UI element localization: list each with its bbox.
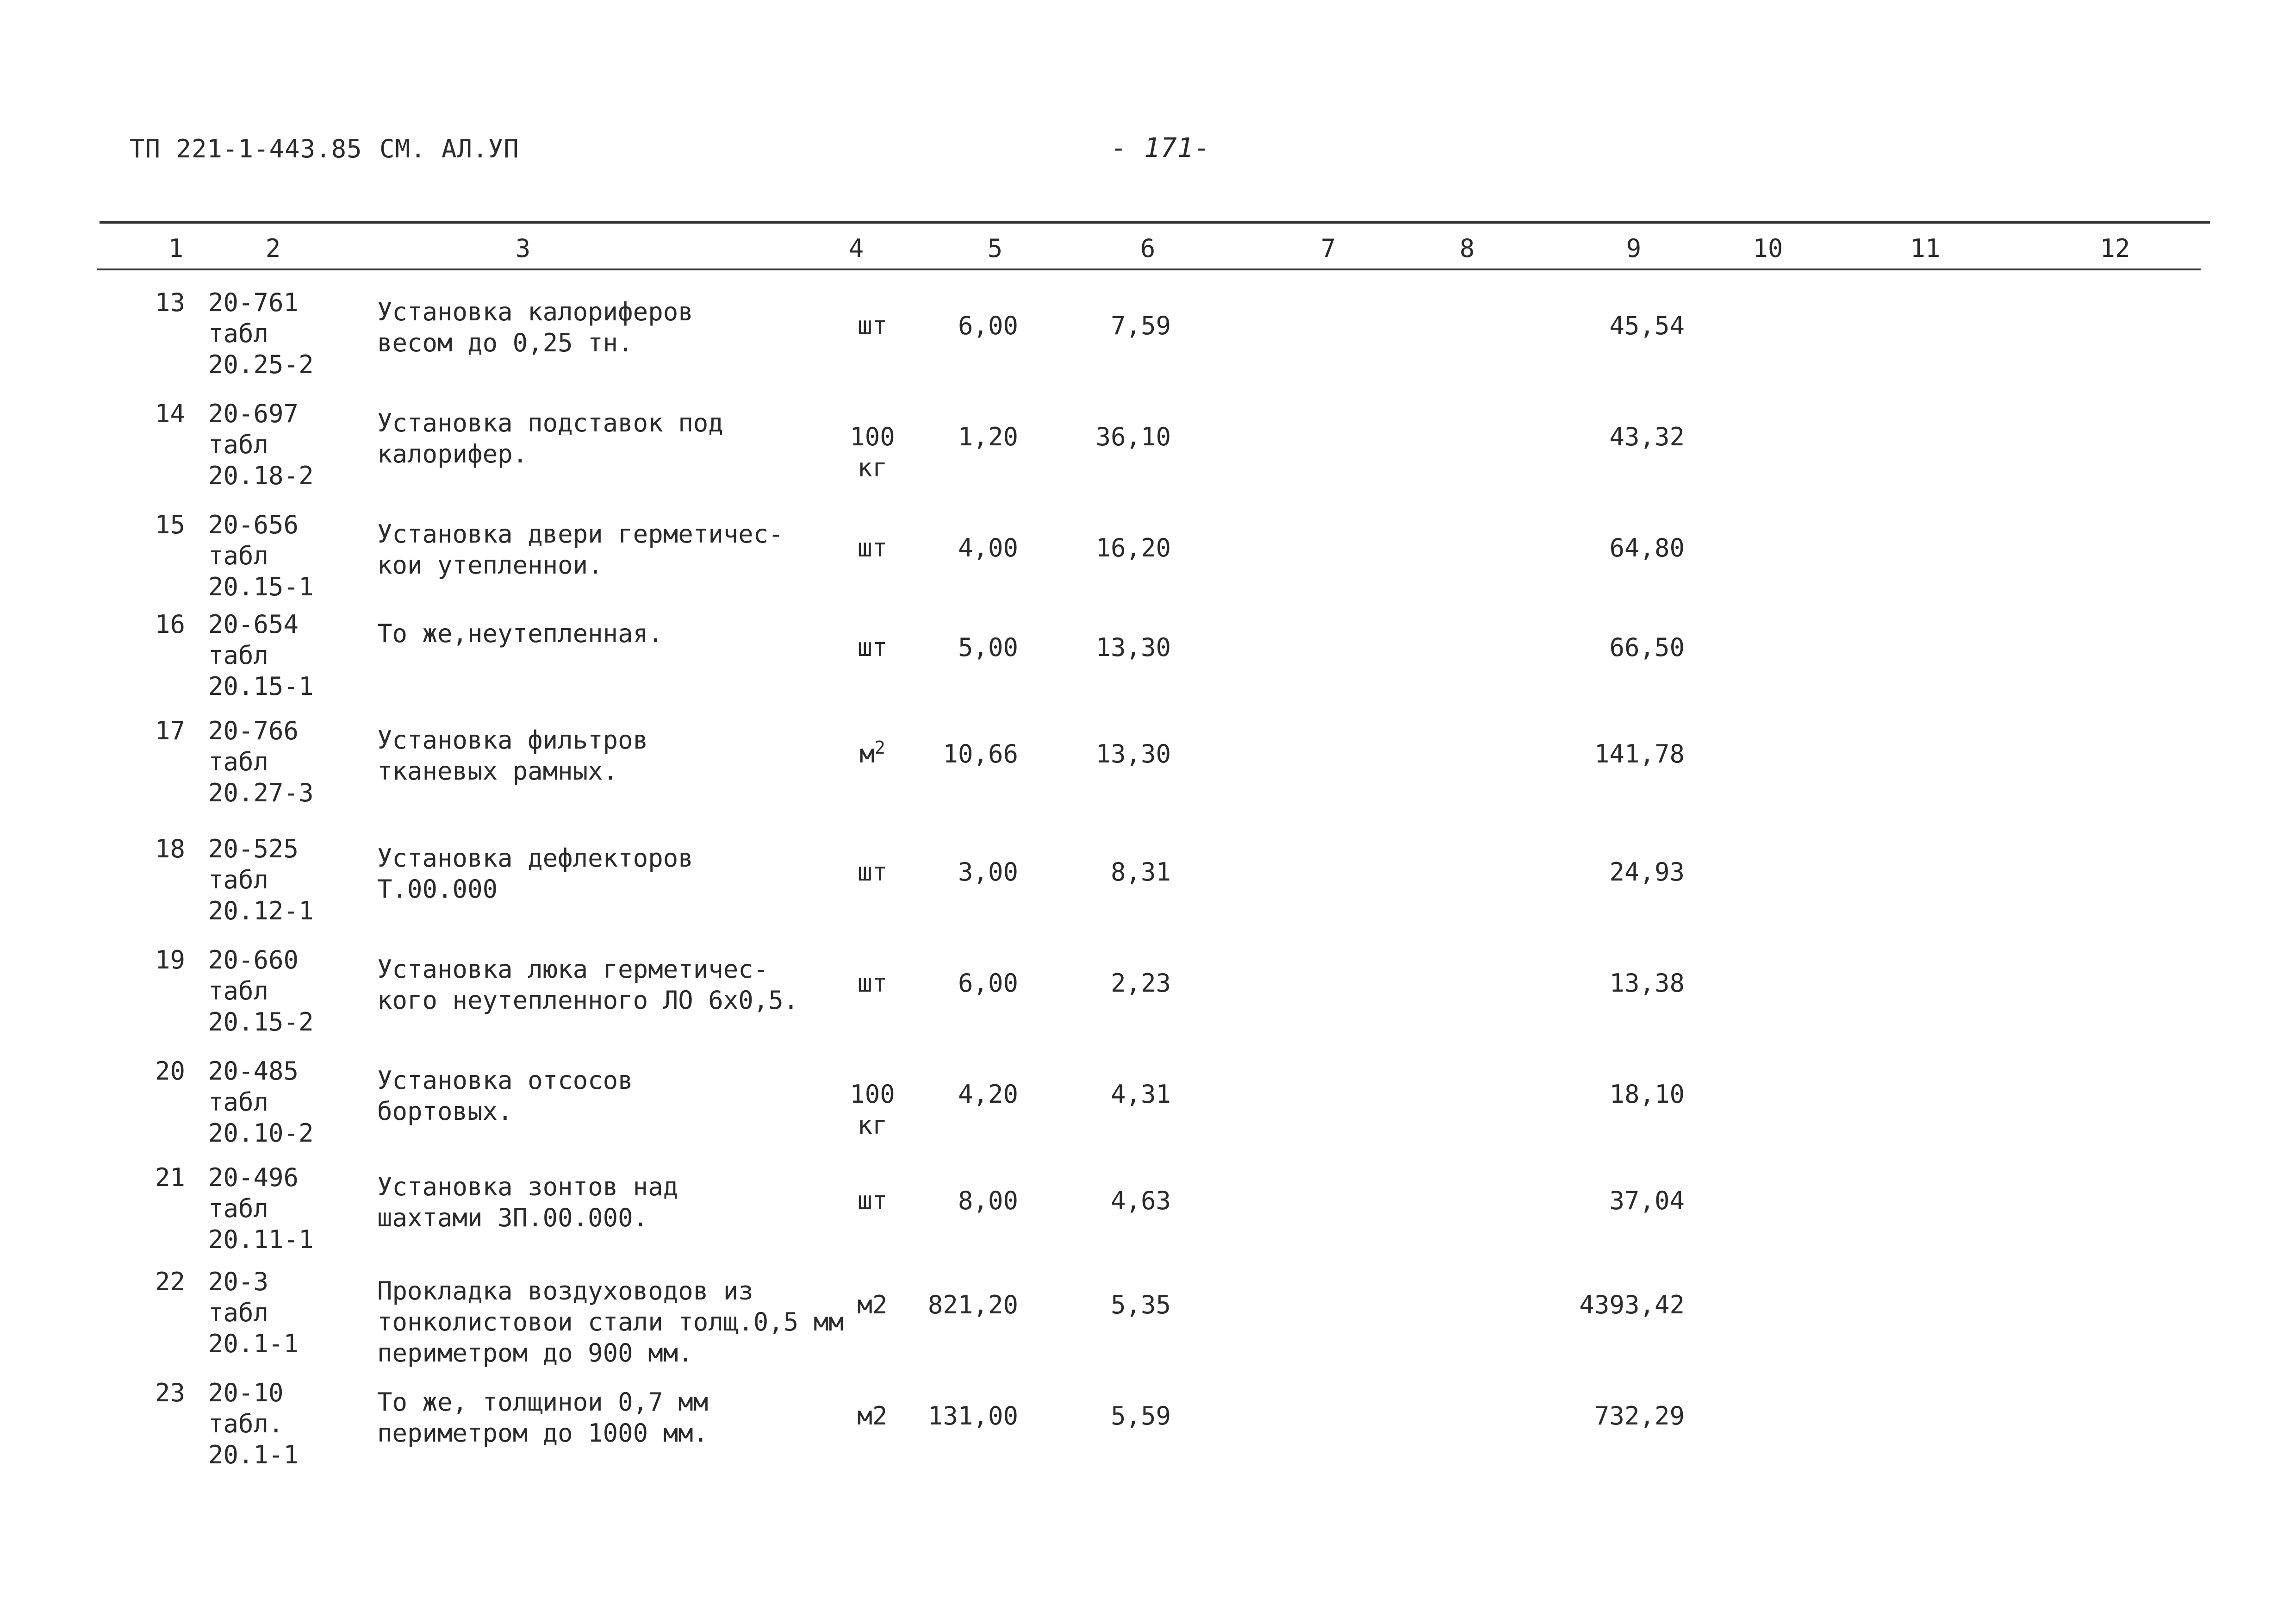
- total-cost: 43,32: [1609, 422, 1685, 451]
- unit-price: 13,30: [1095, 739, 1171, 768]
- row-number: 13: [155, 288, 185, 317]
- table-header-rule: [97, 269, 2201, 270]
- row-number: 19: [155, 945, 185, 974]
- quantity: 821,20: [927, 1290, 1018, 1319]
- total-cost: 732,29: [1594, 1401, 1685, 1430]
- unit-price: 4,63: [1110, 1186, 1171, 1215]
- row-number: 15: [155, 510, 185, 539]
- total-cost: 13,38: [1609, 968, 1685, 998]
- work-description: Установка двери герметичес- кои утепленнои.: [377, 519, 784, 580]
- norm-code: 20-660 табл 20.15-2: [208, 945, 314, 1037]
- unit-price: 8,31: [1110, 857, 1171, 887]
- unit-price: 36,10: [1095, 422, 1171, 451]
- unit: м2: [857, 1290, 888, 1319]
- norm-code: 20-656 табл 20.15-1: [208, 510, 314, 601]
- quantity: 8,00: [958, 1186, 1018, 1215]
- quantity: 6,00: [958, 311, 1018, 340]
- norm-code: 20-485 табл 20.10-2: [208, 1056, 314, 1148]
- norm-code: 20-766 табл 20.27-3: [208, 716, 314, 807]
- unit: шт: [857, 533, 888, 562]
- quantity: 10,66: [943, 739, 1018, 768]
- unit-price: 16,20: [1095, 533, 1171, 562]
- unit-price: 7,59: [1110, 311, 1171, 340]
- row-number: 14: [155, 399, 185, 428]
- norm-code: 20-761 табл 20.25-2: [208, 288, 314, 379]
- work-description: Установка калориферов весом до 0,25 тн.: [377, 297, 693, 357]
- work-description: Установка люка герметичес- кого неутепленного ЛО 6х0,5.: [377, 955, 799, 1015]
- unit-price: 4,31: [1110, 1080, 1171, 1109]
- unit: шт: [857, 1186, 888, 1215]
- total-cost: 4393,42: [1579, 1290, 1685, 1319]
- quantity: 4,00: [958, 533, 1018, 562]
- quantity: 6,00: [958, 968, 1018, 998]
- unit: шт: [857, 857, 888, 887]
- table-row: [0, 287, 2296, 380]
- work-description: Установка дефлекторов Т.00.000: [377, 843, 693, 904]
- row-number: 16: [155, 610, 185, 639]
- work-description: Установка подставок под калорифер.: [377, 408, 723, 468]
- total-cost: 66,50: [1609, 633, 1685, 662]
- column-number-8: 8: [1459, 234, 1475, 263]
- column-number-7: 7: [1320, 234, 1336, 263]
- table-row: [0, 1377, 2296, 1470]
- norm-code: 20-496 табл 20.11-1: [208, 1163, 314, 1254]
- column-number-5: 5: [987, 234, 1003, 263]
- row-number: 17: [155, 716, 185, 745]
- unit: шт: [857, 633, 888, 662]
- work-description: То же,неутепленная.: [377, 619, 663, 648]
- work-description: Установка отсосов бортовых.: [377, 1066, 633, 1126]
- table-row: [0, 833, 2296, 926]
- row-number: 21: [155, 1163, 185, 1192]
- norm-code: 20-3 табл 20.1-1: [208, 1267, 299, 1358]
- column-number-9: 9: [1626, 234, 1642, 263]
- unit-exponent: 2: [874, 737, 885, 758]
- table-row: [0, 509, 2296, 602]
- unit-price: 13,30: [1095, 633, 1171, 662]
- row-number: 20: [155, 1056, 185, 1086]
- sheet-reference: СМ. АЛ.УП: [380, 134, 519, 163]
- quantity: 1,20: [958, 422, 1018, 451]
- unit: шт: [857, 311, 888, 340]
- unit-price: 5,59: [1110, 1401, 1171, 1430]
- column-number-4: 4: [848, 234, 864, 263]
- page-number: - 171-: [1111, 132, 1211, 163]
- work-description: Установка зонтов над шахтами ЗП.00.000.: [377, 1172, 678, 1232]
- total-cost: 64,80: [1609, 533, 1685, 562]
- work-description: Установка фильтров тканевых рамных.: [377, 725, 648, 786]
- norm-code: 20-525 табл 20.12-1: [208, 834, 314, 925]
- table-row: [0, 398, 2296, 491]
- table-row: [0, 1162, 2296, 1255]
- column-number-11: 11: [1910, 234, 1941, 263]
- table-row: [0, 1056, 2296, 1148]
- quantity: 4,20: [958, 1080, 1018, 1109]
- unit: $м^2$: [859, 737, 885, 768]
- column-number-6: 6: [1140, 234, 1156, 263]
- quantity: 5,00: [958, 633, 1018, 662]
- unit-price: 5,35: [1110, 1290, 1171, 1319]
- column-number-3: 3: [515, 234, 531, 263]
- column-number-10: 10: [1753, 234, 1783, 263]
- row-number: 23: [155, 1378, 185, 1407]
- total-cost: 24,93: [1609, 857, 1685, 887]
- quantity: 131,00: [927, 1401, 1018, 1430]
- column-number-2: 2: [265, 234, 281, 263]
- table-row: [0, 944, 2296, 1037]
- quantity: 3,00: [958, 857, 1018, 887]
- table-row: [0, 1266, 2296, 1368]
- unit: 100 кг: [850, 422, 895, 482]
- table-row: [0, 715, 2296, 808]
- work-description: Прокладка воздуховодов из тонколистовои стали толщ.0,5 мм периметром до 900 мм.: [377, 1276, 844, 1368]
- column-number-1: 1: [168, 234, 184, 263]
- work-description: То же, толщинои 0,7 мм периметром до 1000 мм.: [377, 1387, 709, 1448]
- row-number: 22: [155, 1267, 185, 1296]
- unit-price: 2,23: [1110, 968, 1171, 998]
- unit: 100 кг: [850, 1080, 895, 1140]
- table-row: [0, 609, 2296, 701]
- document-code: ТП 221-1-443.85: [130, 134, 362, 163]
- total-cost: 141,78: [1594, 739, 1685, 768]
- norm-code: 20-697 табл 20.18-2: [208, 399, 314, 490]
- total-cost: 18,10: [1609, 1080, 1685, 1109]
- column-number-12: 12: [2100, 234, 2130, 263]
- row-number: 18: [155, 834, 185, 863]
- unit: м2: [857, 1401, 888, 1430]
- total-cost: 45,54: [1609, 311, 1685, 340]
- norm-code: 20-10 табл. 20.1-1: [208, 1378, 299, 1469]
- norm-code: 20-654 табл 20.15-1: [208, 610, 314, 701]
- table-top-rule: [100, 221, 2210, 224]
- total-cost: 37,04: [1609, 1186, 1685, 1215]
- unit: шт: [857, 968, 888, 998]
